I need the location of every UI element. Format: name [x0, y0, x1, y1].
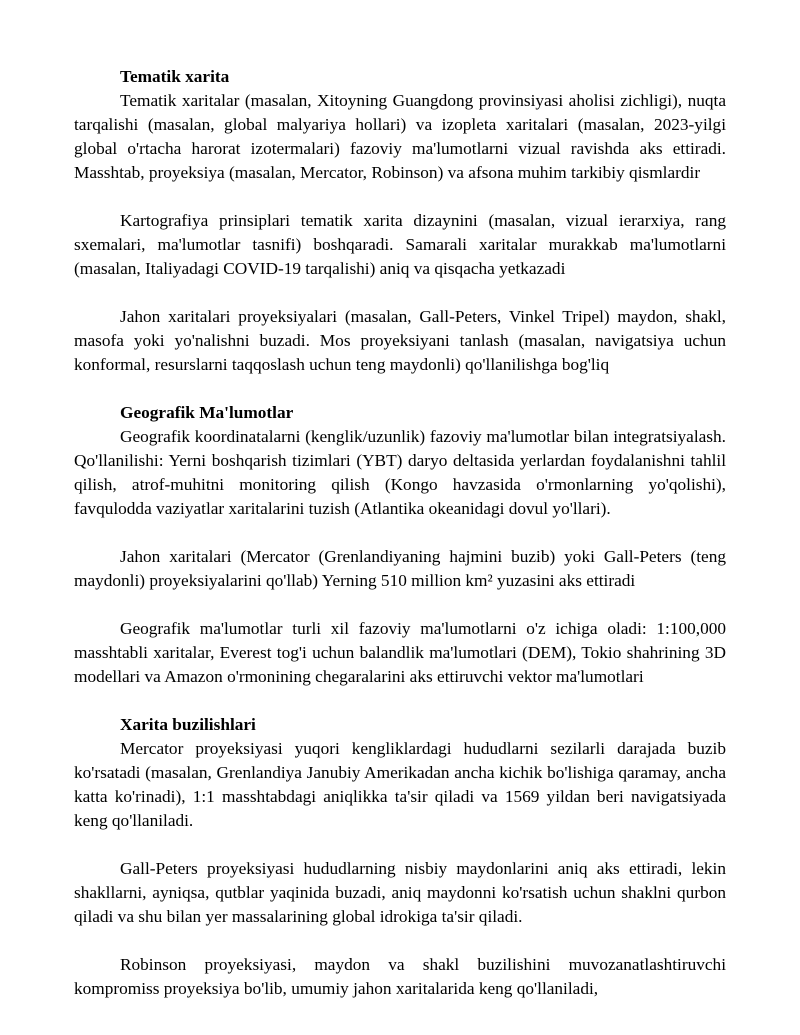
paragraph: Geografik koordinatalarni (kenglik/uzunlik) fazoviy ma'lumotlar bilan integratsiyalash. Qo'llanilishi: Yerni boshqarish tizimlari (YBT) daryo deltasida yerlardan foydalanishni tahlil qilish, atrof-muhitni monitoring qilish (Kongo havzasida o'rmonlarning yo'qolishi), favqulodda vaziyatlar xaritalarini tuzish (Atlantika okeanidagi dovul yo'llari).: [74, 427, 726, 518]
section-heading-geografik-malumotlar: Geografik Ma'lumotlar: [120, 403, 294, 422]
paragraph: Jahon xaritalari (Mercator (Grenlandiyaning hajmini buzib) yoki Gall-Peters (teng maydonli) proyeksiyalarini qo'llab) Yerning 510 million km² yuzasini aks ettiradi: [74, 547, 726, 590]
paragraph-gap: [74, 185, 726, 209]
paragraph: Kartografiya prinsiplari tematik xarita dizaynini (masalan, vizual ierarxiya, rang sxemalari, ma'lumotlar tasnifi) boshqaradi. Samarali xaritalar murakkab ma'lumotlarni (masalan, Italiyadagi COVID-19 tarqalishi) aniq va qisqacha yetkazadi: [74, 211, 726, 278]
paragraph: Jahon xaritalari proyeksiyalari (masalan, Gall-Peters, Vinkel Tripel) maydon, shakl, masofa yoki yo'nalishni buzadi. Mos proyeksiyani tanlash (masalan, navigatsiya uchun konformal, resurslarni taqqoslash uchun teng maydonli) qo'llanilishga bog'liq: [74, 307, 726, 374]
paragraph-gap: [74, 833, 726, 857]
paragraph-gap: [74, 281, 726, 305]
paragraph: Geografik ma'lumotlar turli xil fazoviy ma'lumotlarni o'z ichiga oladi: 1:100,000 masshtabli xaritalar, Everest tog'i uchun balandlik ma'lumotlari (DEM), Tokio shahrining 3D modellari va Amazon o'rmonining chegaralarini aks ettiruvchi vektor ma'lumotlari: [74, 619, 726, 686]
paragraph: Mercator proyeksiyasi yuqori kengliklardagi hududlarni sezilarli darajada buzib ko'rsatadi (masalan, Grenlandiya Janubiy Amerikadan ancha kichik bo'lishiga qaramay, ancha katta ko'rinadi), 1:1 masshtabdagi aniqlikka ta'sir qiladi va 1569 yildan beri navigatsiyada keng qo'llaniladi.: [74, 739, 726, 830]
paragraph-gap: [74, 593, 726, 617]
paragraph-gap: [74, 377, 726, 401]
paragraph-gap: [74, 521, 726, 545]
document-body: [74, 65, 726, 1001]
paragraph: Tematik xaritalar (masalan, Xitoyning Guangdong provinsiyasi aholisi zichligi), nuqta tarqalishi (masalan, global malyariya hollari) va izopleta xaritalari (masalan, 2023-yilgi global o'rtacha harorat izotermalari) fazoviy ma'lumotlarni vizual ravishda aks ettiradi. Masshtab, proyeksiya (masalan, Mercator, Robinson) va afsona muhim tarkibiy qismlardir: [74, 91, 726, 182]
section-heading-xarita-buzilishlari: Xarita buzilishlari: [120, 715, 256, 734]
paragraph: Gall-Peters proyeksiyasi hududlarning nisbiy maydonlarini aniq aks ettiradi, lekin shakllarni, ayniqsa, qutblar yaqinida buzadi, aniq maydonni ko'rsatish uchun shaklni qurbon qiladi va shu bilan yer massalarining global idrokiga ta'sir qiladi.: [74, 859, 726, 926]
paragraph-gap: [74, 689, 726, 713]
paragraph-gap: [74, 929, 726, 953]
paragraph: Robinson proyeksiyasi, maydon va shakl buzilishini muvozanatlashtiruvchi kompromiss proyeksiya bo'lib, umumiy jahon xaritalarida keng qo'llaniladi,: [74, 955, 726, 998]
section-heading-tematik-xarita: Tematik xarita: [120, 67, 230, 86]
